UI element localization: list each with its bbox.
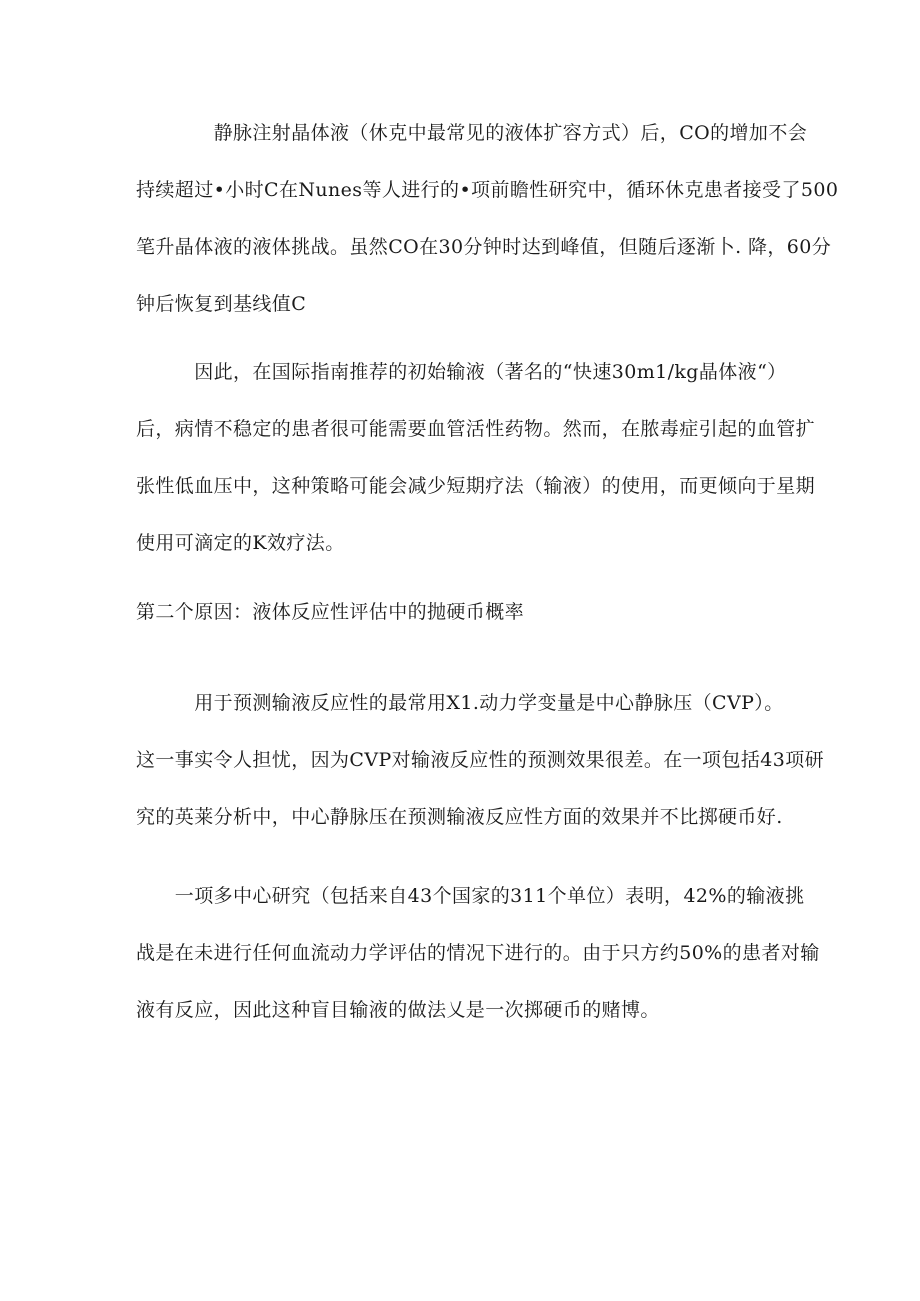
paragraph-line: 使用可滴定的K效疗法。 [136, 532, 345, 554]
paragraph-line: 液有反应，因此这种盲目输液的做法乂是一次掷硬币的赌博。 [136, 999, 660, 1021]
paragraph-crystalloid-co [136, 117, 839, 345]
section-heading [136, 596, 796, 653]
paragraph-line: 用于预测输液反应性的最常用X1.动力学变量是中心静脉压（CVP）。 [136, 692, 784, 714]
paragraph-line: 一项多中心研究（包括来自43个国家的311个单位）表明，42%的输液挑 [136, 885, 805, 907]
paragraph-line: 钟后恢复到基线值C [136, 293, 307, 315]
paragraph-multicenter-study [136, 880, 820, 1051]
paragraph-line: 持续超过•小时C在Nunes等人进行的•项前瞻性研究中，循环休克患者接受了500 [136, 179, 839, 201]
paragraph-line: 因此，在国际指南推荐的初始输液（著名的“快速30m1∕kg晶体液“） [136, 361, 787, 383]
paragraph-line: 战是在未进行任何血流动力学评估的情况下进行的。由于只方约50%的患者对输 [136, 942, 820, 964]
paragraph-cvp [136, 687, 825, 858]
section-heading-text: 第二个原因：液体反应性评估中的抛硬币概率 [136, 601, 525, 623]
paragraph-line: 静脉注射晶体液（休克中最常见的液体扩容方式）后，CO的增加不会 [136, 122, 808, 144]
paragraph-line: 究的英莱分析中，中心静脉压在预测输液反应性方面的效果并不比掷硬币好. [136, 806, 783, 828]
paragraph-line: 笔升晶体液的液体挑战。虽然CO在30分钟时达到峰值，但随后逐渐卜. 降，60分 [136, 236, 832, 258]
paragraph-line: 后，病情不稳定的患者很可能需要血管活性药物。然而，在脓毒症引起的血管扩 [136, 418, 816, 440]
paragraph-line: 张性低血压中，这种策略可能会减少短期疗法（输液）的使用，而更倾向于星期 [136, 475, 816, 497]
paragraph-guideline-infusion [136, 356, 816, 584]
paragraph-line: 这一事实令人担忧，因为CVP对输液反应性的预测效果很差。在一项包括43项研 [136, 749, 825, 771]
